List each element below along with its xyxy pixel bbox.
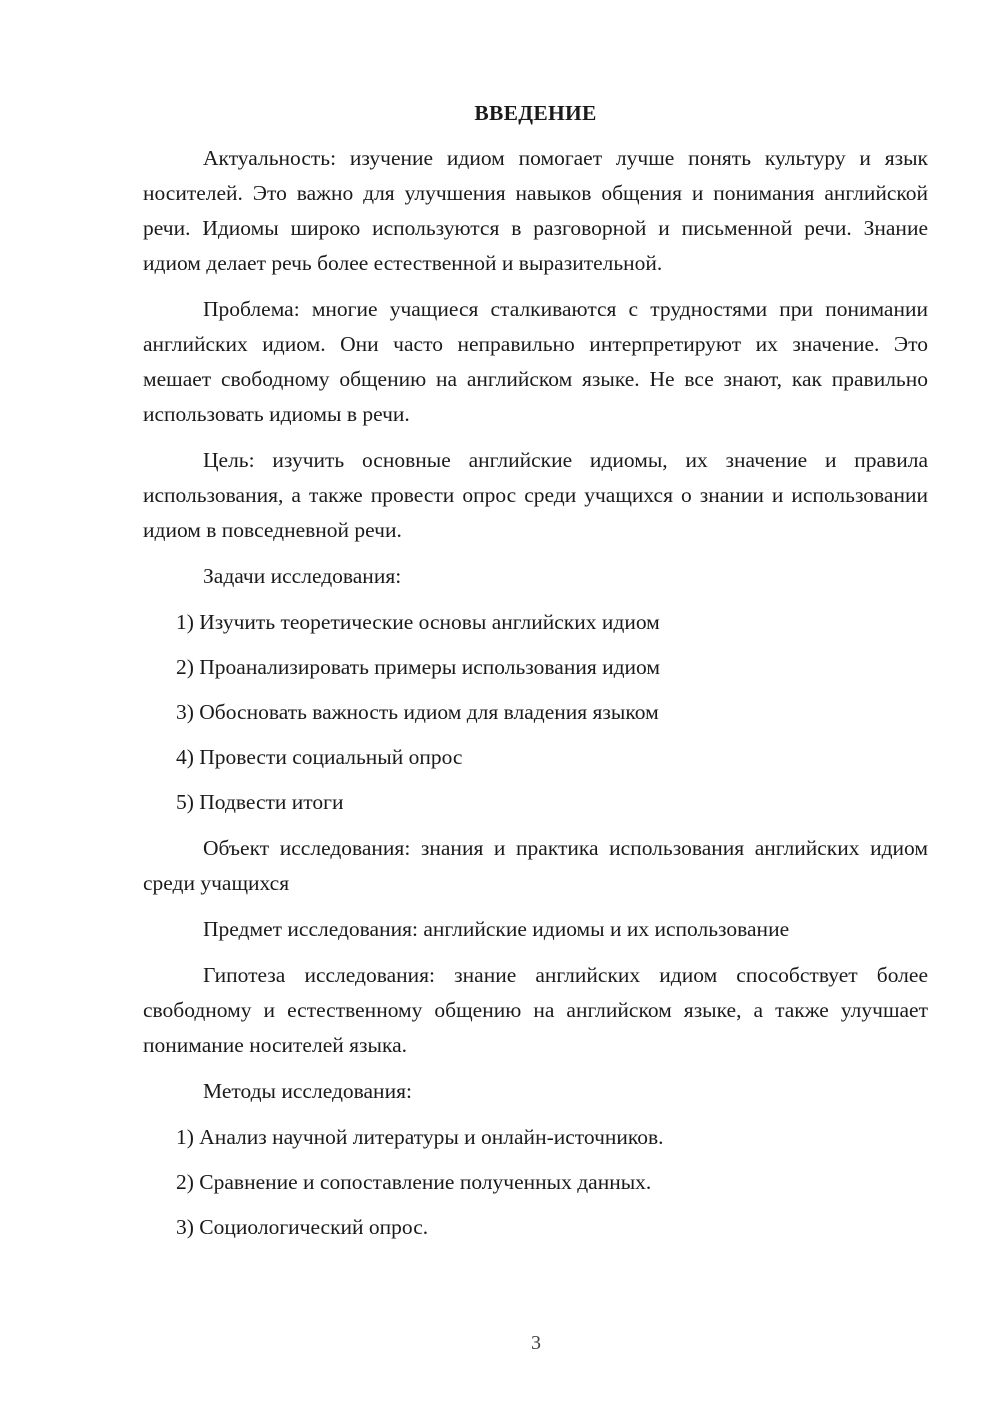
list-item: 3) Социологический опрос. (176, 1215, 429, 1239)
list-item: 2) Проанализировать примеры использования идиом (176, 655, 660, 679)
methods-list (143, 1120, 928, 1245)
list-item: 4) Провести социальный опрос (176, 745, 463, 769)
goal-paragraph: Цель: изучить основные английские идиомы, их значение и правила использования, а также провести опрос среди учащихся о знании и использовании идиом в повседневной речи. (143, 448, 928, 542)
page-title: ВВЕДЕНИЕ (474, 101, 597, 125)
tasks-list (143, 605, 928, 820)
methods-heading: Методы исследования: (203, 1079, 412, 1103)
hypothesis-paragraph: Гипотеза исследования: знание английских идиом способствует более свободному и естественному общению на английском языке, а также улучшает понимание носителей языка. (143, 963, 928, 1057)
page-number: 3 (531, 1332, 541, 1354)
list-item: 1) Анализ научной литературы и онлайн-источников. (176, 1125, 664, 1149)
relevance-paragraph: Актуальность: изучение идиом помогает лучше понять культуру и язык носителей. Это важно для улучшения навыков общения и понимания английской речи. Идиомы широко используются в разговорной и письменной речи. Знание идиом делает речь более естественной и выразительной. (143, 146, 928, 275)
document-page (143, 96, 928, 1256)
tasks-heading: Задачи исследования: (203, 564, 402, 588)
list-item: 3) Обосновать важность идиом для владения языком (176, 700, 659, 724)
subject-paragraph: Предмет исследования: английские идиомы и их использование (203, 917, 790, 941)
list-item: 1) Изучить теоретические основы английских идиом (176, 610, 660, 634)
list-item: 2) Сравнение и сопоставление полученных данных. (176, 1170, 652, 1194)
list-item: 5) Подвести итоги (176, 790, 344, 814)
problem-paragraph: Проблема: многие учащиеся сталкиваются с трудностями при понимании английских идиом. Они часто неправильно интерпретируют их значение. Это мешает свободному общению на английском языке. Не все знают, как правильно использовать идиомы в речи. (143, 297, 928, 426)
object-paragraph: Объект исследования: знания и практика использования английских идиом среди учащихся (143, 836, 928, 895)
